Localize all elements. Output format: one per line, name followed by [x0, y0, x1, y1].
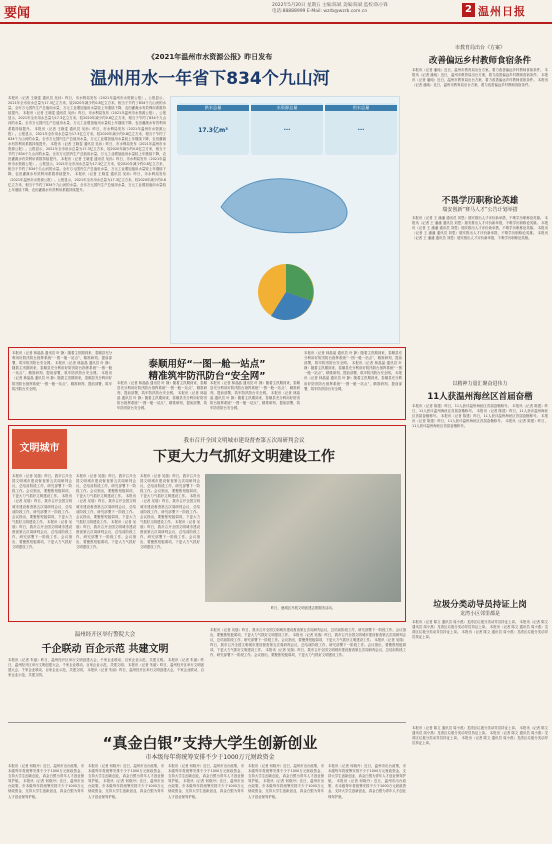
flood-body-col3: 本报讯（记者 林晶晶 通讯员 叶 静）随着主汛期到来，泰顺县充分利用好防汛防台指挥系统“一图一舱一站点”，精准研判、提前部署，筑牢防汛防台安全网。 本报讯（记者 林晶晶 通讯员 叶 静）随着主汛期到来，泰顺县充分利用好防汛防台指挥系统“一图一舱一站点”，精准研判、提前部署，筑牢防汛防台安全网。 — [210, 381, 300, 411]
flood-body-col1: 本报讯（记者 林晶晶 通讯员 叶 静）随着主汛期到来，泰顺县充分利用好防汛防台指挥系统“一图一舱一站点”，精准研判、提前部署，筑牢防汛防台安全网。 本报讯（记者 林晶晶 通讯员 叶 静）随着主汛期到来，泰顺县充分利用好防汛防台指挥系统“一图一舱一站点”，精准研判、提前部署，筑牢防汛防台安全网。 本报讯（记者 林晶晶 通讯员 叶 静）随着主汛期到来，泰顺县充分利用好防汛防台指挥系统“一图一舱一站点”，精准研判、提前部署，筑牢防汛防台安全网。 — [12, 351, 112, 391]
bottom-body-col2: 本报讯（记者 何晓丹）近日，温州市出台政策，市本级每年将统筹安排不少于1000万元财政资金，支持大学生创新创业，真金白银为青年人才创业保驾护航。 本报讯（记者 何晓丹）近日，温州市出台政策，市本级每年将统筹安排不少于1000万元财政资金，支持大学生创新创业，真金白银为青年人才创业保驾护航。 — [88, 764, 164, 799]
infographic-card: 用水总量 ... — [325, 103, 397, 155]
page-header — [0, 0, 552, 24]
fair-body: 本报讯（记者 朱丽）昨日，温州经开区举行文明创建大会，千家企业联动、百家企业示范，共建文明。 本报讯（记者 朱丽）昨日，温州经开区举行文明创建大会，千家企业联动、百家企业示范，共建文明。 本报讯（记者 朱丽）昨日，温州经开区举行文明创建大会，千家企业联动、百家企业示范，共建文明。 本报讯（记者 朱丽）昨日，温州经开区举行文明创建大会，千家企业联动、百家企业示范，共建文明。 — [8, 658, 204, 678]
fair-headline: 千企联动 百企示范 共建文明 — [41, 644, 169, 655]
bottom-headline: “真金白银”支持大学生创新创业 — [102, 734, 318, 752]
flood-headline-2: 精准筑牢防汛防台“安全网” — [148, 371, 266, 382]
bottom-body-col1: 本报讯（记者 何晓丹）近日，温州市出台政策，市本级每年将统筹安排不少于1000万元财政资金，支持大学生创新创业，真金白银为青年人才创业保驾护航。 本报讯（记者 何晓丹）近日，温州市出台政策，市本级每年将统筹安排不少于1000万元财政资金，支持大学生创新创业，真金白银为青年人才创业保驾护航。 — [8, 764, 84, 799]
bottom-body-col4: 本报讯（记者 何晓丹）近日，温州市出台政策，市本级每年将统筹安排不少于1000万元财政资金，支持大学生创新创业，真金白银为青年人才创业保驾护航。 本报讯（记者 何晓丹）近日，温州市出台政策，市本级每年将统筹安排不少于1000万元财政资金，支持大学生创新创业，真金白银为青年人才创业保驾护航。 — [248, 764, 324, 799]
flood-body-col2: 本报讯（记者 林晶晶 通讯员 叶 静）随着主汛期到来，泰顺县充分利用好防汛防台指挥系统“一图一舱一站点”，精准研判、提前部署，筑牢防汛防台安全网。 本报讯（记者 林晶晶 通讯员 叶 静）随着主汛期到来，泰顺县充分利用好防汛防台指挥系统“一图一舱一站点”，精准研判、提前部署，筑牢防汛防台安全网。 — [117, 381, 207, 411]
series-logo: 文明城市 — [12, 429, 67, 469]
section-label: 要闻 — [4, 6, 31, 21]
right-b-kicker: 瑞安创新“赛马人才”公告计划举措 — [442, 207, 518, 213]
right-d-headline: 垃圾分类动导员持证上岗 — [433, 600, 527, 610]
meta-line-1: 2022年5月20日 星期五 主编:陈斌 美编:陈斌 监校:陈小锋 — [272, 3, 388, 8]
flood-body-col4: 本报讯（记者 林晶晶 通讯员 叶 静）随着主汛期到来，泰顺县充分利用好防汛防台指挥系统“一图一舱一站点”，精准研判、提前部署，筑牢防汛防台安全网。 本报讯（记者 林晶晶 通讯员 叶 静）随着主汛期到来，泰顺县充分利用好防汛防台指挥系统“一图一舱一站点”，精准研判、提前部署，筑牢防汛防台安全网。 本报讯（记者 林晶晶 通讯员 叶 静）随着主汛期到来，泰顺县充分利用好防汛防台指挥系统“一图一舱一站点”，精准研判、提前部署，筑牢防汛防台安全网。 — [304, 351, 402, 391]
map-illustration — [211, 167, 361, 237]
bottom-body-col5: 本报讯（记者 何晓丹）近日，温州市出台政策，市本级每年将统筹安排不少于1000万元财政资金，支持大学生创新创业，真金白银为青年人才创业保驾护航。 本报讯（记者 何晓丹）近日，温州市出台政策，市本级每年将统筹安排不少于1000万元财政资金，支持大学生创新创业，真金白银为青年人才创业保驾护航。 — [328, 764, 406, 799]
right-c-body: 本报讯（记者 陈建）昨日，11人获评温州海丝区首届奋楷称号。 本报讯（记者 陈建）昨日，11人获评温州海丝区首届奋楷称号。 本报讯（记者 陈建）昨日，11人获评温州海丝区首届奋楷称号。 本报讯（记者 陈建）昨日，11人获评温州海丝区首届奋楷称号。 本报讯（记者 陈建）昨日，11人获评温州海丝区首届奋楷称号。 本报讯（记者 陈建）昨日，11人获评温州海丝区首届奋楷称号。 — [412, 404, 548, 429]
civil-body-col2: 本报讯（记者 吴瑞）昨日，我市召开全国文明城市建设督查第五次周研判会议，总结前阶段工作，研究部署下一阶段工作。会议指出，要聚焦短板弱项，下更大力气抓好文明建设工作。 本报讯（记者 吴瑞）昨日，我市召开全国文明城市建设督查第五次周研判会议，总结前阶段工作，研究部署下一阶段工作。会议指出，要聚焦短板弱项，下更大力气抓好文明建设工作。 本报讯（记者 吴瑞）昨日，我市召开全国文明城市建设督查第五次周研判会议，总结前阶段工作，研究部署下一阶段工作。会议指出，要聚焦短板弱项，下更大力气抓好文明建设工作。 — [76, 474, 136, 550]
flood-headline-1: 泰顺用好“一图一舱一站点” — [148, 359, 266, 370]
right-b-body: 本报讯（记者 王 潘潘 通讯员 刘思）瑞安推出人才评价新举措，不唯学历职称论英雄。 本报讯（记者 王 潘潘 通讯员 刘思）瑞安推出人才评价新举措，不唯学历职称论英雄。 本报讯（记者 王 潘潘 通讯员 刘思）瑞安推出人才评价新举措，不唯学历职称论英雄。 本报讯（记者 王 潘潘 通讯员 刘思）瑞安推出人才评价新举措，不唯学历职称论英雄。 本报讯（记者 王 潘潘 通讯员 刘思）瑞安推出人才评价新举措，不唯学历职称论英雄。 — [412, 216, 548, 241]
civil-body-col1: 本报讯（记者 吴瑞）昨日，我市召开全国文明城市建设督查第五次周研判会议，总结前阶段工作，研究部署下一阶段工作。会议指出，要聚焦短板弱项，下更大力气抓好文明建设工作。 本报讯（记者 吴瑞）昨日，我市召开全国文明城市建设督查第五次周研判会议，总结前阶段工作，研究部署下一阶段工作。会议指出，要聚焦短板弱项，下更大力气抓好文明建设工作。 本报讯（记者 吴瑞）昨日，我市召开全国文明城市建设督查第五次周研判会议，总结前阶段工作，研究部署下一阶段工作。会议指出，要聚焦短板弱项，下更大力气抓好文明建设工作。 — [12, 474, 72, 550]
lead-kicker: 《2021年温州市水资源公报》昨日发布 — [147, 53, 273, 61]
lead-body: 本报讯（记者 王晓雯 通讯员 吴孙）昨日，市水利局发布《2021年温州市水资源公报》。公报显示，2021年全市用水总量为17.3亿立方米，较2020年减少约0.8亿立方米，相当于节约了834个九山河的水量。全市万元国内生产总值用水量、万元工业增加值用水量较上年继续下降，农田灌溉水有效利用系数持续提升。 本报讯（记者 王晓雯 通讯员 吴孙）昨日，市水利局发布《2021年温州市水资源公报》。公报显示，2021年全市用水总量为17.3亿立方米，较2020年减少约0.8亿立方米，相当于节约了834个九山河的水量。全市万元国内生产总值用水量、万元工业增加值用水量较上年继续下降，农田灌溉水有效利用系数持续提升。 本报讯（记者 王晓雯 通讯员 吴孙）昨日，市水利局发布《2021年温州市水资源公报》。公报显示，2021年全市用水总量为17.3亿立方米，较2020年减少约0.8亿立方米，相当于节约了834个九山河的水量。全市万元国内生产总值用水量、万元工业增加值用水量较上年继续下降，农田灌溉水有效利用系数持续提升。 本报讯（记者 王晓雯 通讯员 吴孙）昨日，市水利局发布《2021年温州市水资源公报》。公报显示，2021年全市用水总量为17.3亿立方米，较2020年减少约0.8亿立方米，相当于节约了834个九山河的水量。全市万元国内生产总值用水量、万元工业增加值用水量较上年继续下降，农田灌溉水有效利用系数持续提升。 本报讯（记者 王晓雯 通讯员 吴孙）昨日，市水利局发布《2021年温州市水资源公报》。公报显示，2021年全市用水总量为17.3亿立方米，较2020年减少约0.8亿立方米，相当于节约了834个九山河的水量。全市万元国内生产总值用水量、万元工业增加值用水量较上年继续下降，农田灌溉水有效利用系数持续提升。 本报讯（记者 王晓雯 通讯员 吴孙）昨日，市水利局发布《2021年温州市水资源公报》。公报显示，2021年全市用水总量为17.3亿立方米，较2020年减少约0.8亿立方米，相当于节约了834个九山河的水量。全市万元国内生产总值用水量、万元工业增加值用水量较上年继续下降，农田灌溉水有效利用系数持续提升。 — [8, 96, 166, 192]
right-a-body: 本报讯（记者 潘纯）近日，温州市教育局出台方案，着力改善偏远乡村教师食宿条件。 本报讯（记者 潘纯）近日，温州市教育局出台方案，着力改善偏远乡村教师食宿条件。 本报讯（记者 潘纯）近日，温州市教育局出台方案，着力改善偏远乡村教师食宿条件。 本报讯（记者 潘纯）近日，温州市教育局出台方案，着力改善偏远乡村教师食宿条件。 — [412, 68, 548, 88]
fair-kicker: 温州经开区举行警院大会 — [74, 632, 136, 638]
right-b-headline: 不畏学历职称论英雄 — [441, 196, 519, 206]
lead-headline: 温州用水一年省下834个九山河 — [90, 69, 330, 89]
water-infographic — [170, 96, 400, 344]
civil-headline: 下更大力气抓好文明建设工作 — [153, 449, 335, 465]
civil-continued: 本报讯（记者 吴瑞）昨日，我市召开全国文明城市建设督查第五次周研判会议，总结前阶段工作，研究部署下一阶段工作。会议指出，要聚焦短板弱项，下更大力气抓好文明建设工作。 本报讯（记者 吴瑞）昨日，我市召开全国文明城市建设督查第五次周研判会议，总结前阶段工作，研究部署下一阶段工作。会议指出，要聚焦短板弱项，下更大力气抓好文明建设工作。 本报讯（记者 吴瑞）昨日，我市召开全国文明城市建设督查第五次周研判会议，总结前阶段工作，研究部署下一阶段工作。会议指出，要聚焦短板弱项，下更大力气抓好文明建设工作。 本报讯（记者 吴瑞）昨日，我市召开全国文明城市建设督查第五次周研判会议，总结前阶段工作，研究部署下一阶段工作。会议指出，要聚焦短板弱项，下更大力气抓好文明建设工作。 — [210, 628, 406, 658]
right-d-kicker: 龙湾小区邻里都是 — [459, 611, 500, 617]
bottom-body-col3: 本报讯（记者 何晓丹）近日，温州市出台政策，市本级每年将统筹安排不少于1000万元财政资金，支持大学生创新创业，真金白银为青年人才创业保驾护航。 本报讯（记者 何晓丹）近日，温州市出台政策，市本级每年将统筹安排不少于1000万元财政资金，支持大学生创新创业，真金白银为青年人才创业保驾护航。 — [168, 764, 244, 799]
flood-article-box — [8, 347, 406, 420]
newspaper-logo: 温州日报 — [478, 5, 526, 18]
page-number: 2 — [462, 3, 475, 17]
civil-kicker: 我市召开全国文明城市建设督查第五次周研判会议 — [183, 438, 305, 444]
civil-body-col3: 本报讯（记者 吴瑞）昨日，我市召开全国文明城市建设督查第五次周研判会议，总结前阶段工作，研究部署下一阶段工作。会议指出，要聚焦短板弱项，下更大力气抓好文明建设工作。 本报讯（记者 吴瑞）昨日，我市召开全国文明城市建设督查第五次周研判会议，总结前阶段工作，研究部署下一阶段工作。会议指出，要聚焦短板弱项，下更大力气抓好文明建设工作。 本报讯（记者 吴瑞）昨日，我市召开全国文明城市建设督查第五次周研判会议，总结前阶段工作，研究部署下一阶段工作。会议指出，要聚焦短板弱项，下更大力气抓好文明建设工作。 — [140, 474, 200, 550]
pie-illustration — [251, 257, 321, 327]
meta-line-2: 电话:88888999 E-Mail: wzrb@wzrb.com.cn — [272, 9, 368, 14]
infographic-card: 水资源总量 ... — [251, 103, 323, 155]
bottom-subheadline: 市本级每年将统筹安排不少于1000万元财政资金 — [145, 754, 275, 761]
civil-photo — [205, 474, 401, 602]
civil-article-box — [8, 425, 406, 622]
page-meta — [272, 3, 388, 15]
right-c-headline: 11人获温州海丝区首届奋楷 — [427, 392, 533, 402]
infographic-card: 供水总量 17.3亿m³ — [177, 103, 249, 155]
right-c-kicker: 以精神力量汇聚奋进伟力 — [452, 381, 508, 387]
right-a-kicker: 市教育局出台《方案》 — [454, 45, 505, 51]
photo-caption: 昨日，鹿城区开展文明创建志愿服务活动。 — [270, 606, 336, 610]
right-a-headline: 改善偏远乡村教师食宿条件 — [428, 56, 531, 66]
right-d-continued: 本报讯（记者 陈文 通讯员 周小燕）龙湾区垃圾分类动导员持证上岗。 本报讯（记者 陈文 通讯员 周小燕）龙湾区垃圾分类动导员持证上岗。 本报讯（记者 陈文 通讯员 周小燕）龙湾区垃圾分类动导员持证上岗。 本报讯（记者 陈文 通讯员 周小燕）龙湾区垃圾分类动导员持证上岗。 — [412, 726, 548, 746]
right-d-body: 本报讯（记者 陈文 通讯员 周小燕）龙湾区垃圾分类动导员持证上岗。 本报讯（记者 陈文 通讯员 周小燕）龙湾区垃圾分类动导员持证上岗。 本报讯（记者 陈文 通讯员 周小燕）龙湾区垃圾分类动导员持证上岗。 本报讯（记者 陈文 通讯员 周小燕）龙湾区垃圾分类动导员持证上岗。 — [412, 620, 548, 640]
